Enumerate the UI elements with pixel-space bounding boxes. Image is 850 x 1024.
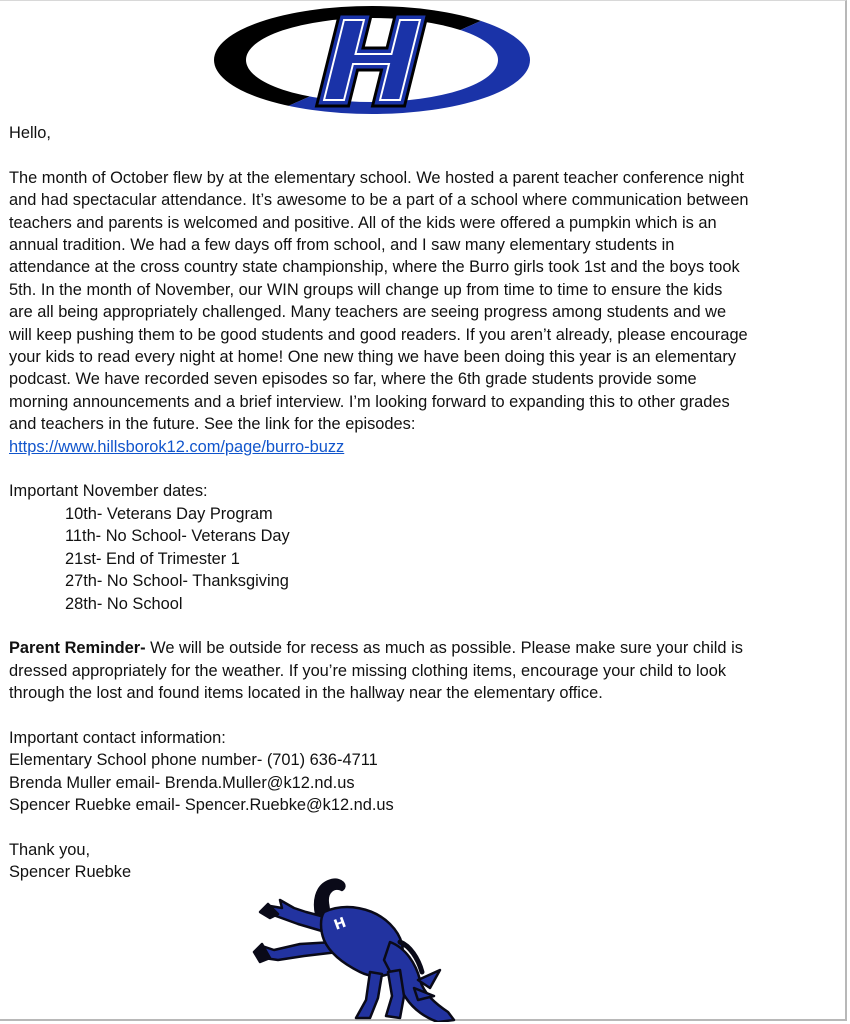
intro-paragraph — [9, 167, 749, 458]
svg-text:H: H — [331, 914, 349, 934]
newsletter-body — [9, 122, 749, 884]
podcast-link[interactable]: https://www.hillsborok12.com/page/burro-buzz — [9, 437, 345, 456]
greeting: Hello, — [9, 124, 51, 142]
date-item: 27th- No School- Thanksgiving — [65, 572, 289, 591]
contact-email-brenda: Brenda Muller email- Brenda.Muller@k12.nd.us — [9, 773, 355, 792]
intro-text: The month of October flew by at the elementary school. We hosted a parent teacher conference night and had spectacular attendance. It’s awesome to be a part of a school where communication between teachers and parents is welcomed and positive. All of the kids were offered a pumpkin which is an annual tradition. We had a few days off from school, and I saw many elementary students in attendance at the cross country state championship, where the Burro girls took 1st and the boys took 5th. In the month of November, our WIN groups will change up from time to time to ensure the kids are all being appropriately challenged. Many teachers are seeing progress among students and we will keep pushing them to be good students and good readers. If you aren’t already, please encourage your kids to read every night at home! One new thing we have been doing this year is an elementary podcast. We have recorded seven episodes so far, where the 6th grade students provide some morning announcements and a brief interview. I’m looking forward to expanding this to other grades and teachers in the future. See the link for the episodes: — [9, 168, 749, 434]
reminder-label: Parent Reminder- — [9, 639, 146, 658]
burro-mascot-icon — [250, 872, 465, 1022]
date-item: 10th- Veterans Day Program — [65, 504, 273, 523]
dates-heading: Important November dates: — [9, 482, 208, 501]
contact-phone: Elementary School phone number- (701) 636-4711 — [9, 751, 378, 770]
date-item: 21st- End of Trimester 1 — [65, 549, 240, 568]
date-item: 11th- No School- Veterans Day — [65, 527, 290, 546]
parent-reminder — [9, 637, 749, 704]
signoff-thanks: Thank you, — [9, 840, 91, 859]
date-item: 28th- No School — [65, 594, 183, 613]
contact-email-spencer: Spencer Ruebke email- Spencer.Ruebke@k12.nd.us — [9, 796, 394, 815]
school-logo — [212, 4, 532, 116]
reminder-text: We will be outside for recess as much as possible. Please make sure your child is dressed appropriately for the weather. If you’re missing clothing items, encourage your child to look through the lost and found items located in the hallway near the elementary office. — [9, 639, 743, 703]
dates-list — [9, 503, 749, 615]
signoff-name: Spencer Ruebke — [9, 863, 132, 882]
contact-heading: Important contact information: — [9, 728, 226, 747]
